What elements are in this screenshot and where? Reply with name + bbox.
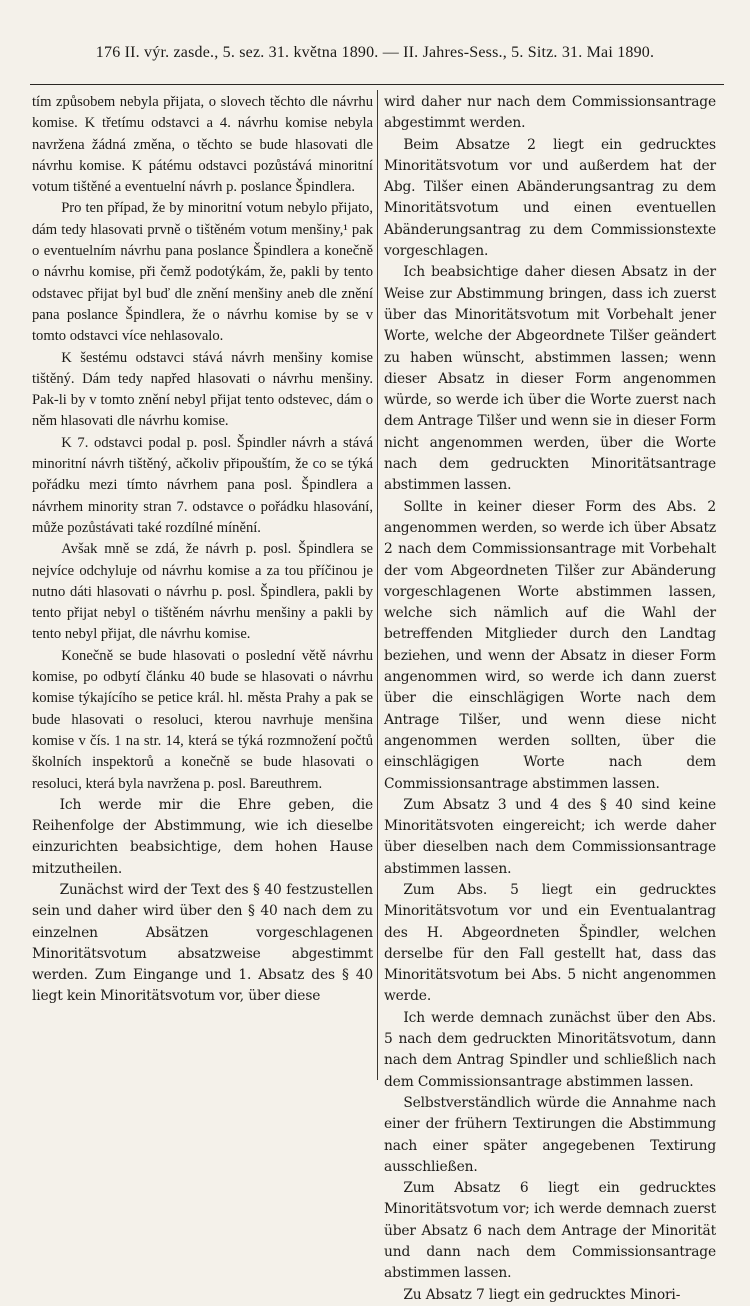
- left-paragraph: Pro ten případ, že by minoritní votum nebylo přijato, dám tedy hlasovati prvně o tištěném votum menšiny,¹ pak o eventuelním návrhu pana poslance Špindlera a konečně o návrhu komise, při čemž podotýkám, že, pakli by tento odstavec přijat byl buď dle znění menšiny aneb dle znění pana poslance Špindlera, že o návrhu komise by se v tomto odstavci více nehlasovalo.: [32, 200, 373, 345]
- right-paragraph: Selbstverständlich würde die Annahme nach einer der frühern Textirungen die Abstimmung nach einer später angegebenen Textirung ausschließen.: [384, 1094, 716, 1175]
- left-paragraph: tím způsobem nebyla přijata, o slovech těchto dle návrhu komise. K třetímu odstavci a 4. návrhu komise nebyla navržena žádná změna, o těchto se bude hlasovati dle návrhu komise. K pátému odstavci pozůstává minoritní votum tištěné a eventuelní návrh p. poslance Špindlera.: [32, 94, 373, 196]
- left-paragraph: K 7. odstavci podal p. posl. Špindler návrh a stává minoritní návrh tištěný, ačkoliv připouštím, že co se týká pořádku mezi tímto návrhem pana posl. Špindlera a návrhem minority stran 7. odstavce o pořádku hlasování, může pozůstávati také rozdílné mínění.: [32, 434, 373, 536]
- column-divider: [377, 90, 378, 1080]
- right-paragraph: Sollte in keiner dieser Form des Abs. 2 angenommen werden, so werde ich über Absatz 2 nach dem Commissionsantrage mit Vorbehalt der vom Abgeordneten Tilšer zur Abänderung vorgeschlagenen Worte abstimmen lassen, welche sich nämlich auf die Wahl der betreffenden Mitglieder durch den Landtag beziehen, und wenn der Absatz in dieser Form angenommen wird, so werde ich dann zuerst über die einschlägigen Worte nach dem Antrage Tilšer, und wenn diese nicht angenommen werden sollten, über die einschlägigen Worte nach dem Commissionsantrage abstimmen lassen.: [384, 498, 716, 792]
- left-column: [32, 92, 373, 1008]
- left-paragraph: K šestému odstavci stává návrh menšiny komise tištěný. Dám tedy napřed hlasovati o návrhu menšiny. Pak-li by v tomto znění nebyl přijat tento odstevec, dám o něm hlasovati dle návrhu komise.: [32, 349, 373, 430]
- right-paragraph: Zu Absatz 7 liegt ein gedrucktes Minori-: [403, 1286, 681, 1303]
- left-paragraph: Ich werde mir die Ehre geben, die Reihenfolge der Abstimmung, wie ich dieselbe einzurichten beabsichtige, dem hohen Hause mitzutheilen.: [32, 796, 373, 877]
- right-paragraph: Zum Abs. 5 liegt ein gedrucktes Minoritätsvotum vor und ein Eventualantrag des H. Abgeordneten Špindler, welchen derselbe für den Fall gestellt hat, dass das Minoritätsvotum bei Abs. 5 nicht angenommen werde.: [384, 881, 716, 1005]
- right-column: [384, 92, 716, 1306]
- right-paragraph: Beim Absatze 2 liegt ein gedrucktes Minoritätsvotum vor und außerdem hat der Abg. Tilšer einen Abänderungsantrag zu dem Minoritätsvotum und einen eventuellen Abänderungsantrag zu dem Commissionstexte vorgeschlagen.: [384, 136, 716, 260]
- header-rule: [30, 84, 724, 85]
- right-paragraph: Zum Absatz 3 und 4 des § 40 sind keine Minoritätsvoten eingereicht; ich werde daher über dieselben nach dem Commissionsantrage abstimmen lassen.: [384, 796, 716, 877]
- left-paragraph: Konečně se bude hlasovati o poslední větě návrhu komise, po odbytí článku 40 bude se hlasovati o návrhu komise týkajícího se petice král. hl. města Prahy a pak se bude hlasovati o resoluci, kterou navrhuje menšina komise v čís. 1 na str. 14, která se týká rozmnožení počtů školních inspektorů a konečně se bude hlasovati o resoluci, která byla navržena p. posl. Bareuthrem.: [32, 647, 373, 792]
- page-header: 176 II. výr. zasde., 5. sez. 31. května 1890. — II. Jahres-Sess., 5. Sitz. 31. Mai 1890.: [95, 44, 655, 61]
- right-paragraph: Ich beabsichtige daher diesen Absatz in der Weise zur Abstimmung bringen, dass ich zuerst über das Minoritätsvotum mit Vorbehalt jener Worte, welche der Abgeordnete Tilšer geändert zu haben wünscht, abstimmen lassen; wenn dieser Absatz in dieser Form angenommen würde, so werde ich über die Worte zuerst nach dem Antrage Tilšer und wenn sie in dieser Form nicht angenommen werden, über die Worte nach dem gedruckten Minoritätsantrage abstimmen lassen.: [384, 264, 716, 494]
- left-paragraph: Avšak mně se zdá, že návrh p. posl. Špindlera se nejvíce odchyluje od návrhu komise a za tou příčinou je nutno dáti hlasovati o návrhu p. posl. Špindlera, pakli by tento přijat nebyl o tištěném návrhu menšiny a pakli by tento nebyl přijat, dle návrhu komise.: [32, 541, 373, 643]
- left-paragraph: Zunächst wird der Text des § 40 festzustellen sein und daher wird über den § 40 nach dem zu einzelnen Absätzen vorgeschlagenen Minoritätsvotum absatzweise abgestimmt werden. Zum Eingange und 1. Absatz des § 40 liegt kein Minoritätsvotum vor, über diese: [32, 881, 373, 1005]
- right-paragraph: Zum Absatz 6 liegt ein gedrucktes Minoritätsvotum vor; ich werde demnach zuerst über Absatz 6 nach dem Antrage der Minorität und dann nach dem Commissionsantrage abstimmen lassen.: [384, 1180, 716, 1282]
- right-paragraph: wird daher nur nach dem Commissionsantrage abgestimmt werden.: [384, 94, 716, 132]
- right-paragraph: Ich werde demnach zunächst über den Abs. 5 nach dem gedruckten Minoritätsvotum, dann nach dem Antrag Spindler und schließlich nach dem Commissionsantrage abstimmen lassen.: [384, 1009, 716, 1090]
